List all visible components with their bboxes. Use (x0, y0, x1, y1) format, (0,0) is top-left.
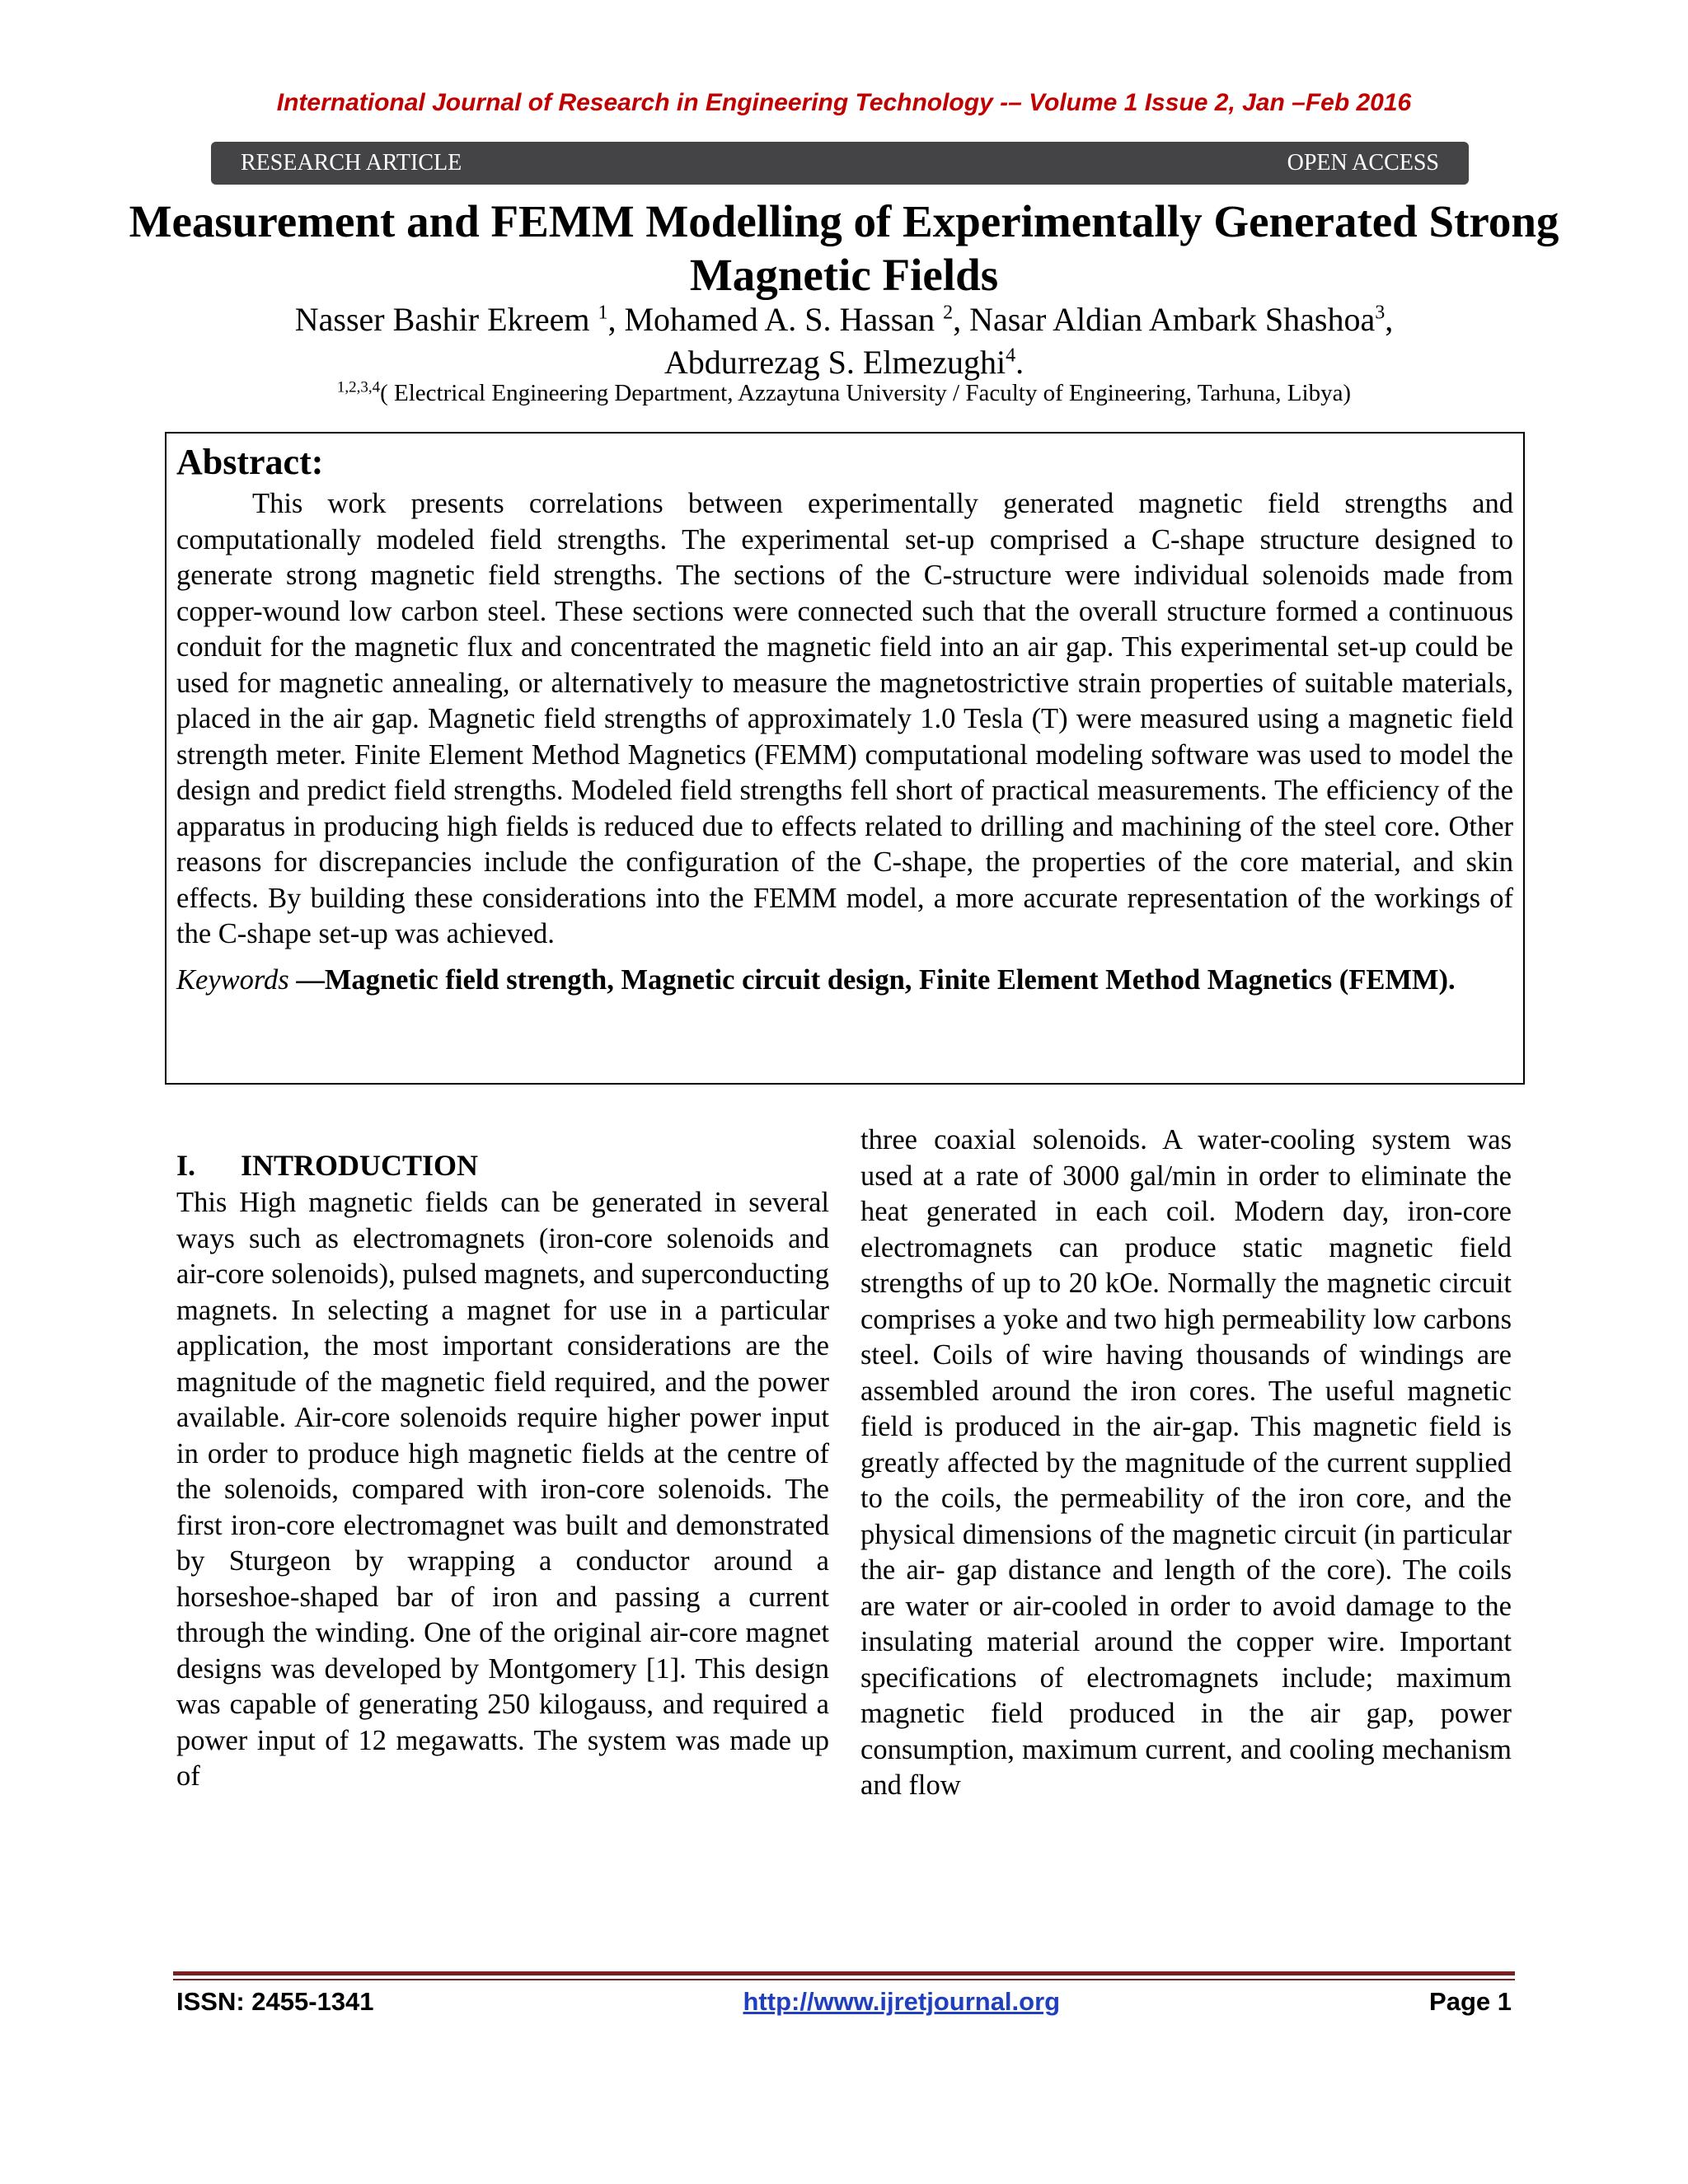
keywords-list: —Magnetic field strength, Magnetic circuit design, Finite Element Method Magnetics (FEMM). (288, 963, 1456, 996)
affiliation-marks: 1,2,3,4 (336, 378, 381, 396)
author-name: , Mohamed A. S. Hassan (607, 301, 944, 338)
author-list (124, 298, 1564, 384)
author-name: Nasser Bashir Ekreem (294, 301, 598, 338)
affiliation-text: ( Electrical Engineering Department, Azzaytuna University / Faculty of Engineering, Tarhuna, Libya) (380, 380, 1352, 406)
affiliation (124, 377, 1564, 409)
author-name: Abdurrezag S. Elmezughi (663, 344, 1006, 381)
page-footer (176, 1981, 1512, 2022)
introduction-left-column: This High magnetic fields can be generated in several ways such as electromagnets (iron-core solenoids and air-core solenoids), pulsed magnets, and superconducting magnets. In selecting a magnet for use in a particular application, the most important considerations are the magnitude of the magnetic field required, and the power available. Air-core solenoids require higher power input in order to produce high magnetic fields at the centre of the solenoids, compared with iron-core solenoids. The first iron-core electromagnet was built and demonstrated by Sturgeon by wrapping a conductor around a horseshoe-shaped bar of iron and passing a current through the winding. One of the original air-core magnet designs was developed by Montgomery [1]. This design was capable of generating 250 kilogauss, and required a power input of 12 megawatts. The system was made up of (176, 1187, 829, 1792)
author-affiliation-mark: 4 (1006, 344, 1016, 367)
open-access-label: OPEN ACCESS (1287, 150, 1439, 176)
keywords (176, 963, 1513, 999)
author-affiliation-mark: 1 (598, 302, 608, 324)
author-affiliation-mark: 2 (943, 302, 954, 324)
footer-rule-thick (173, 1971, 1515, 1975)
author-affiliation-mark: 3 (1375, 302, 1386, 324)
author-list-end: . (1015, 344, 1025, 381)
journal-url-link[interactable]: http://www.ijretjournal.org (743, 1987, 1061, 2016)
article-type-banner (211, 142, 1469, 185)
author-separator: , (1385, 301, 1394, 338)
research-article-label: RESEARCH ARTICLE (241, 150, 462, 176)
abstract-box (165, 432, 1525, 1085)
author-name: , Nasar Aldian Ambark Shashoa (953, 301, 1376, 338)
issn: ISSN: 2455-1341 (176, 1987, 374, 2016)
section-title: INTRODUCTION (241, 1149, 479, 1182)
journal-header: International Journal of Research in Engineering Technology -– Volume 1 Issue 2, Jan –Feb 2016 (276, 89, 1412, 116)
abstract-heading: Abstract: (176, 442, 324, 482)
paper-title: Measurement and FEMM Modelling of Experimentally Generated Strong Magnetic Fields (129, 196, 1559, 300)
keywords-label: Keywords (176, 963, 289, 996)
abstract-text: This work presents correlations between experimentally generated magnetic field strengths and computationally modeled field strengths. The experimental set-up comprised a C-shape structure designed to generate strong magnetic field strengths. The sections of the C-structure were individual solenoids made from copper-wound low carbon steel. These sections were connected such that the overall structure formed a continuous conduit for the magnetic flux and concentrated the magnetic field into an air gap. This experimental set-up could be used for magnetic annealing, or alternatively to measure the magnetostrictive strain properties of suitable materials, placed in the air gap. Magnetic field strengths of approximately 1.0 Tesla (T) were measured using a magnetic field strength meter. Finite Element Method Magnetics (FEMM) computational modeling software was used to model the design and predict field strengths. Modeled field strengths fell short of practical measurements. The efficiency of the apparatus in producing high fields is reduced due to effects related to drilling and machining of the steel core. Other reasons for discrepancies include the configuration of the C-shape, the properties of the core material, and skin effects. By building these considerations into the FEMM model, a more accurate representation of the workings of the C-shape set-up was achieved. (176, 488, 1513, 949)
introduction-right-column: three coaxial solenoids. A water-cooling system was used at a rate of 3000 gal/min in order to eliminate the heat generated in each coil. Modern day, iron-core electromagnets can produce static magnetic field strengths of up to 20 kOe. Normally the magnetic circuit comprises a yoke and two high permeability low carbons steel. Coils of wire having thousands of windings are assembled around the iron cores. The useful magnetic field is produced in the air-gap. This magnetic field is greatly affected by the magnitude of the current supplied to the coils, the permeability of the iron core, and the physical dimensions of the magnetic circuit (in particular the air- gap distance and length of the core). The coils are water or air-cooled in order to avoid damage to the insulating material around the copper wire. Important specifications of electromagnets include; maximum magnetic field produced in the air gap, power consumption, maximum current, and cooling mechanism and flow (860, 1124, 1512, 1801)
footer-rule-thin (173, 1979, 1515, 1980)
section-number: I. (176, 1149, 196, 1182)
introduction-heading (176, 1147, 478, 1183)
page-number: Page 1 (1429, 1987, 1512, 2016)
